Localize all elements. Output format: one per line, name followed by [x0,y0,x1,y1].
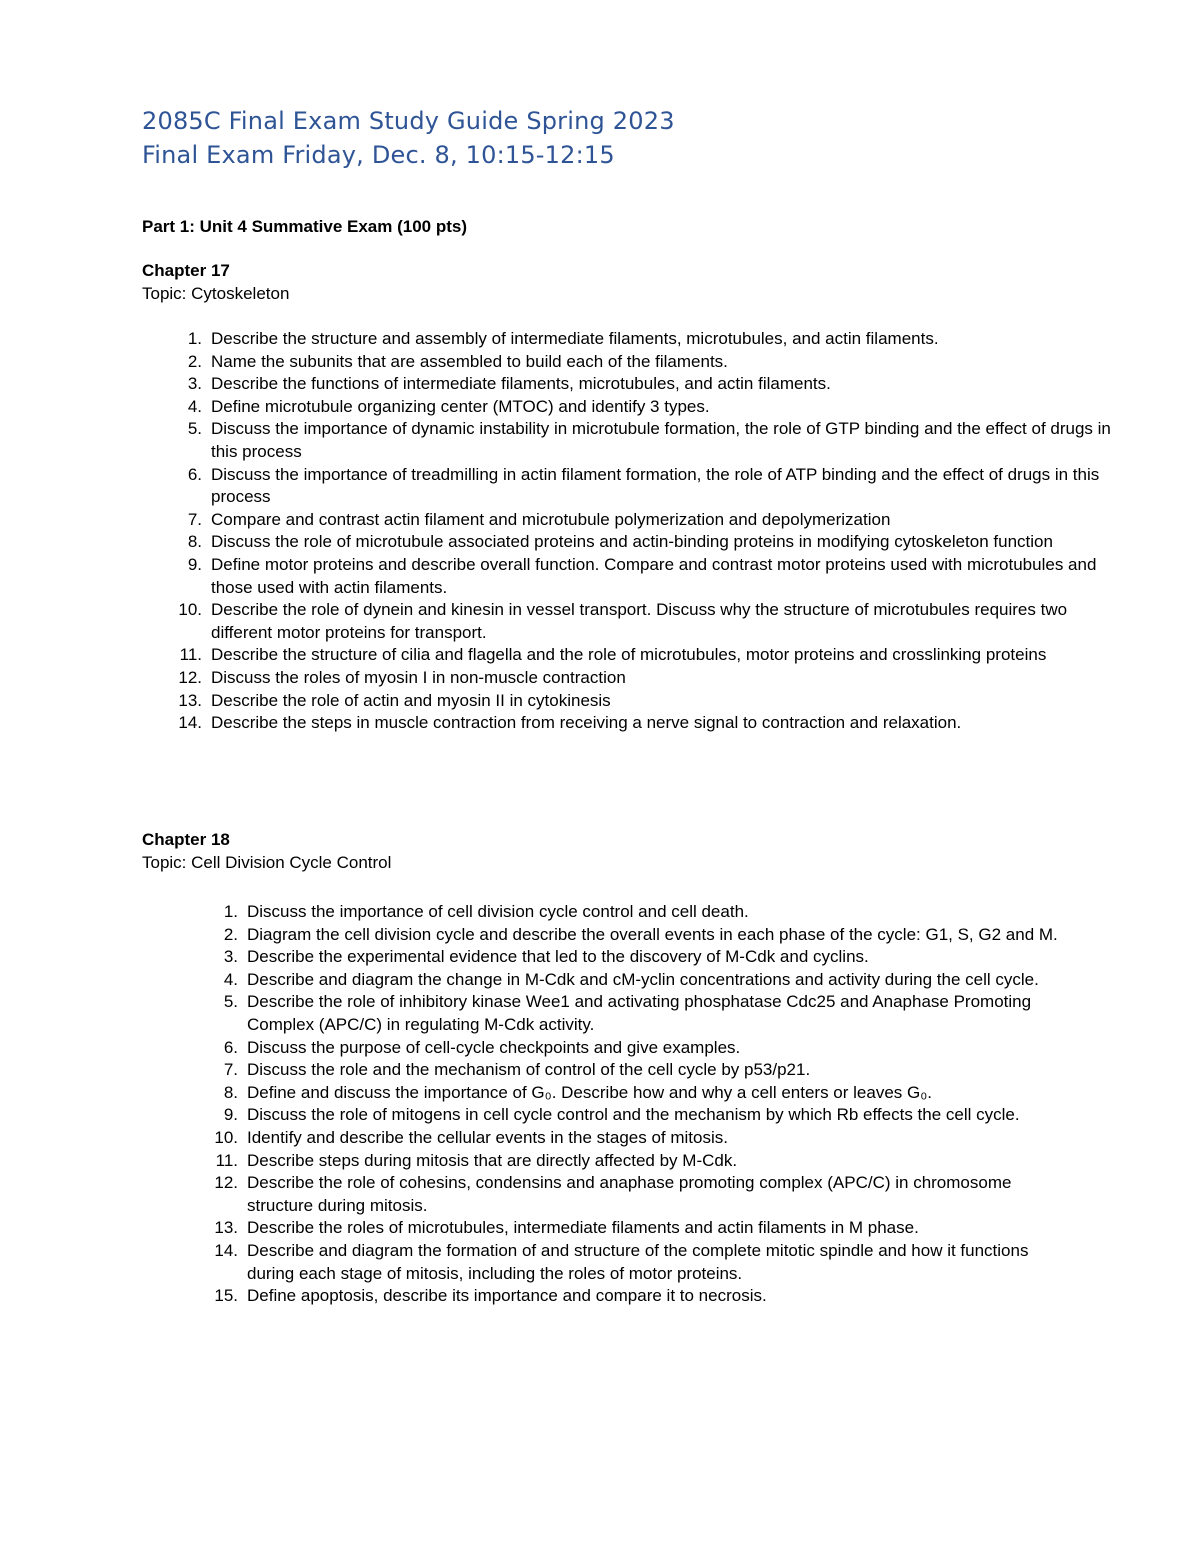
item-number: 10. [178,600,202,620]
list-item [223,1059,1067,1082]
list-item [223,901,1067,924]
list-item [214,1172,1067,1217]
item-number: 3. [223,947,238,967]
item-number: 3. [187,374,202,394]
item-text: Describe the role of cohesins, condensins and anaphase promoting complex (APC/C) in chromosome structure during mitosis. [247,1173,1012,1215]
list-item [214,1217,1067,1240]
list-item [214,1240,1067,1285]
list-item [178,712,1121,735]
item-text: Diagram the cell division cycle and describe the overall events in each phase of the cycle: G1, S, G2 and M. [247,924,1058,944]
list-item [178,690,1121,713]
item-number: 12. [178,667,202,687]
item-text: Describe the steps in muscle contraction from receiving a nerve signal to contraction and relaxation. [211,713,962,733]
list-item [187,464,1121,509]
item-text: Describe the role of dynein and kinesin in vessel transport. Discuss why the structure of microtubules requires two different motor proteins for transport. [211,600,1068,642]
item-text: Name the subunits that are assembled to build each of the filaments. [211,351,728,371]
list-item [223,969,1067,992]
item-text: Describe and diagram the change in M-Cdk and cM-yclin concentrations and activity during the cell cycle. [247,969,1039,989]
item-number: 1. [187,329,202,348]
item-text: Describe and diagram the formation of and structure of the complete mitotic spindle and how it functions during each stage of mitosis, including the roles of motor proteins. [247,1240,1029,1283]
list-item [223,1037,1067,1060]
item-text: Define microtubule organizing center (MTOC) and identify 3 types. [211,396,710,416]
list-item [187,373,1121,396]
list-item [215,1150,1067,1173]
item-number: 2. [223,924,238,944]
item-text: Compare and contrast actin filament and microtubule polymerization and depolymerization [211,509,891,529]
item-text: Describe the roles of microtubules, intermediate filaments and actin filaments in M phase. [247,1218,919,1238]
item-number: 14. [214,1240,238,1260]
item-text: Describe the role of actin and myosin II in cytokinesis [211,690,611,710]
item-number: 14. [178,713,202,733]
item-number: 10. [214,1127,238,1147]
item-text: Discuss the importance of treadmilling in actin filament formation, the role of ATP binding and the effect of drugs in this process [211,464,1100,507]
item-text: Discuss the role of mitogens in cell cycle control and the mechanism by which Rb effects the cell cycle. [247,1105,1020,1125]
list-item [214,1285,1067,1308]
item-text: Describe the role of inhibitory kinase Wee1 and activating phosphatase Cdc25 and Anaphase Promoting Complex (APC/C) in regulating M-Cdk activity. [247,992,1032,1034]
list-item [178,667,1121,690]
list-item [187,418,1121,463]
item-number: 5. [187,419,202,439]
part-heading: Part 1: Unit 4 Summative Exam (100 pts) [142,217,468,236]
item-number: 4. [187,396,202,416]
item-number: 5. [223,992,238,1012]
item-number: 13. [178,690,202,710]
item-number: 1. [223,902,238,921]
item-number: 13. [214,1218,238,1238]
chapter-17-topic: Topic: Cytoskeleton [142,284,290,303]
list-item [187,351,1121,374]
item-text: Discuss the roles of myosin I in non-muscle contraction [211,667,626,687]
item-number: 6. [187,464,202,484]
item-number: 11. [215,1150,238,1170]
item-text: Describe steps during mitosis that are directly affected by M-Cdk. [247,1150,738,1170]
exam-date-subtitle: Final Exam Friday, Dec. 8, 10:15-12:15 [142,141,615,169]
item-text: Describe the structure and assembly of intermediate filaments, microtubules, and actin filaments. [211,329,939,348]
list-item [223,946,1067,969]
item-text: Discuss the purpose of cell-cycle checkpoints and give examples. [247,1037,741,1057]
list-item [178,599,1121,644]
chapter-18-title: Chapter 18 [142,830,230,849]
item-text: Define and discuss the importance of G₀. Describe how and why a cell enters or leaves G₀. [247,1082,932,1102]
chapter-17-objectives [178,328,1121,735]
item-number: 8. [187,532,202,552]
item-text: Describe the structure of cilia and flagella and the role of microtubules, motor proteins and crosslinking proteins [211,645,1047,665]
item-text: Define apoptosis, describe its importance and compare it to necrosis. [247,1286,767,1306]
item-text: Discuss the role of microtubule associated proteins and actin-binding proteins in modifying cytoskeleton function [211,532,1053,552]
list-item [223,1082,1067,1105]
list-item [187,328,1121,351]
item-number: 11. [179,645,202,665]
list-item [223,991,1067,1036]
item-text: Discuss the importance of cell division cycle control and cell death. [247,902,749,921]
item-number: 2. [187,351,202,371]
list-item [214,1127,1067,1150]
item-number: 9. [223,1105,238,1125]
chapter-18-topic: Topic: Cell Division Cycle Control [142,853,392,872]
item-text: Identify and describe the cellular events in the stages of mitosis. [247,1127,728,1147]
list-item [223,1104,1067,1127]
item-number: 8. [223,1082,238,1102]
item-text: Describe the functions of intermediate filaments, microtubules, and actin filaments. [211,374,831,394]
item-text: Discuss the role and the mechanism of control of the cell cycle by p53/p21. [247,1060,811,1080]
item-number: 7. [187,509,202,529]
list-item [187,396,1121,419]
chapter-17-title: Chapter 17 [142,261,230,280]
list-item [179,644,1121,667]
chapter-18-objectives [214,901,1067,1308]
item-text: Describe the experimental evidence that led to the discovery of M-Cdk and cyclins. [247,947,869,967]
item-number: 12. [214,1173,238,1193]
list-item [187,554,1121,599]
item-number: 4. [223,969,238,989]
item-text: Discuss the importance of dynamic instability in microtubule formation, the role of GTP binding and the effect of drugs in this process [211,419,1111,461]
document-title: 2085C Final Exam Study Guide Spring 2023 [142,107,675,135]
list-item [187,531,1121,554]
list-item [187,509,1121,532]
item-number: 6. [223,1037,238,1057]
item-text: Define motor proteins and describe overall function. Compare and contrast motor proteins used with microtubules and those used with actin filaments. [211,554,1097,597]
list-item [223,924,1067,947]
item-number: 15. [214,1286,238,1306]
item-number: 7. [223,1060,238,1080]
item-number: 9. [187,554,202,574]
